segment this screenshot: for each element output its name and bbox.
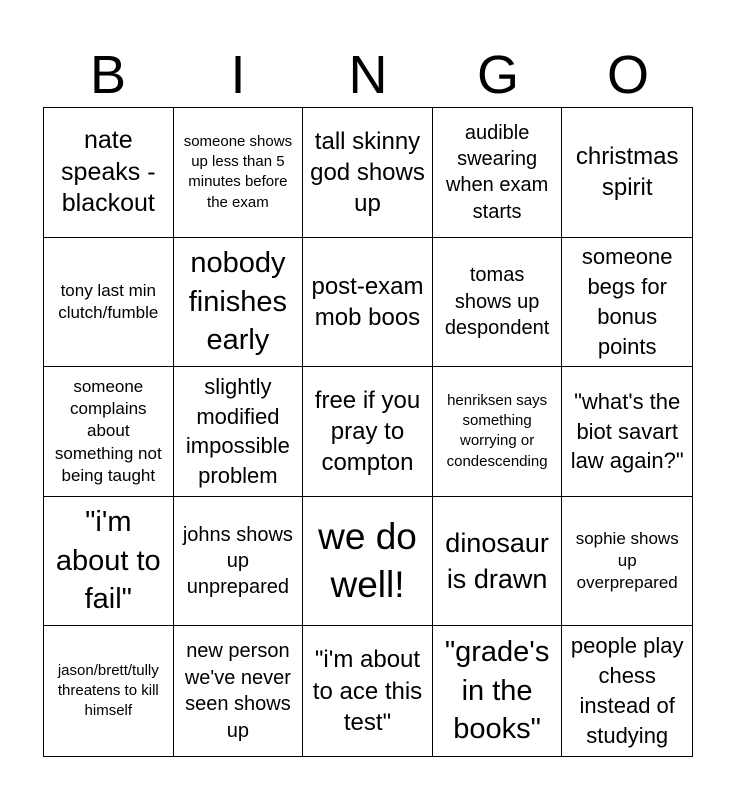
bingo-cell[interactable] — [433, 108, 563, 238]
bingo-cell[interactable] — [174, 497, 304, 627]
bingo-cell[interactable] — [303, 626, 433, 756]
bingo-header — [43, 42, 693, 108]
bingo-cell[interactable] — [44, 626, 174, 756]
cell-text: someone shows up less than 5 minutes before the exam — [183, 132, 293, 211]
cell-text: jason/brett/tully threatens to kill himself — [57, 661, 159, 720]
bingo-cell[interactable] — [44, 367, 174, 497]
bingo-cell[interactable] — [433, 238, 563, 368]
cell-text: "grade's in the books" — [444, 636, 550, 746]
cell-text: "what's the biot savart law again?" — [570, 388, 684, 474]
cell-text: we do well! — [318, 516, 417, 606]
bingo-cell[interactable] — [174, 108, 304, 238]
cell-text: "i'm about to ace this test" — [312, 646, 423, 736]
cell-text: "i'm about to fail" — [55, 506, 161, 616]
header-letter-o: O — [606, 45, 649, 105]
cell-text: nobody finishes early — [188, 247, 288, 357]
bingo-cell[interactable] — [44, 497, 174, 627]
bingo-cell[interactable] — [303, 108, 433, 238]
bingo-cell[interactable] — [562, 108, 692, 238]
cell-text: dinosaur is drawn — [445, 527, 549, 595]
cell-text: tall skinny god shows up — [310, 127, 425, 217]
cell-text: new person we've never seen shows up — [184, 640, 291, 742]
bingo-cell[interactable] — [433, 497, 563, 627]
bingo-cell[interactable] — [562, 497, 692, 627]
cell-text: slightly modified impossible problem — [185, 373, 290, 489]
bingo-grid — [43, 107, 693, 757]
cell-text: johns shows up unprepared — [182, 523, 293, 599]
header-letter-b: B — [89, 45, 127, 105]
bingo-cell[interactable] — [174, 626, 304, 756]
cell-text: nate speaks - blackout — [61, 126, 156, 217]
cell-text: free if you pray to compton — [314, 386, 421, 477]
cell-text: audible swearing when exam starts — [445, 121, 549, 223]
cell-text: someone begs for bonus points — [581, 244, 673, 359]
bingo-cell[interactable] — [433, 626, 563, 756]
cell-text: christmas spirit — [575, 143, 679, 202]
bingo-cell[interactable] — [174, 367, 304, 497]
cell-text: someone complains about something not being taught — [54, 377, 162, 485]
bingo-cell[interactable] — [44, 108, 174, 238]
header-letter-n: N — [348, 45, 388, 105]
bingo-cell[interactable] — [303, 497, 433, 627]
header-letter-g: G — [476, 45, 519, 105]
header-letter-i: I — [230, 45, 246, 105]
bingo-cell[interactable] — [562, 367, 692, 497]
cell-text: sophie shows up overprepared — [575, 528, 679, 593]
cell-text: tomas shows up despondent — [444, 264, 550, 340]
bingo-cell[interactable] — [303, 238, 433, 368]
bingo-cell[interactable] — [44, 238, 174, 368]
bingo-cell[interactable] — [433, 367, 563, 497]
cell-text: people play chess instead of studying — [570, 633, 684, 749]
cell-text: tony last min clutch/fumble — [58, 280, 159, 322]
bingo-cell[interactable] — [174, 238, 304, 368]
bingo-cell[interactable] — [562, 238, 692, 368]
bingo-cell[interactable] — [562, 626, 692, 756]
cell-text: post-exam mob boos — [311, 272, 424, 331]
cell-text: henriksen says something worrying or condescending — [446, 391, 548, 470]
bingo-cell[interactable] — [303, 367, 433, 497]
